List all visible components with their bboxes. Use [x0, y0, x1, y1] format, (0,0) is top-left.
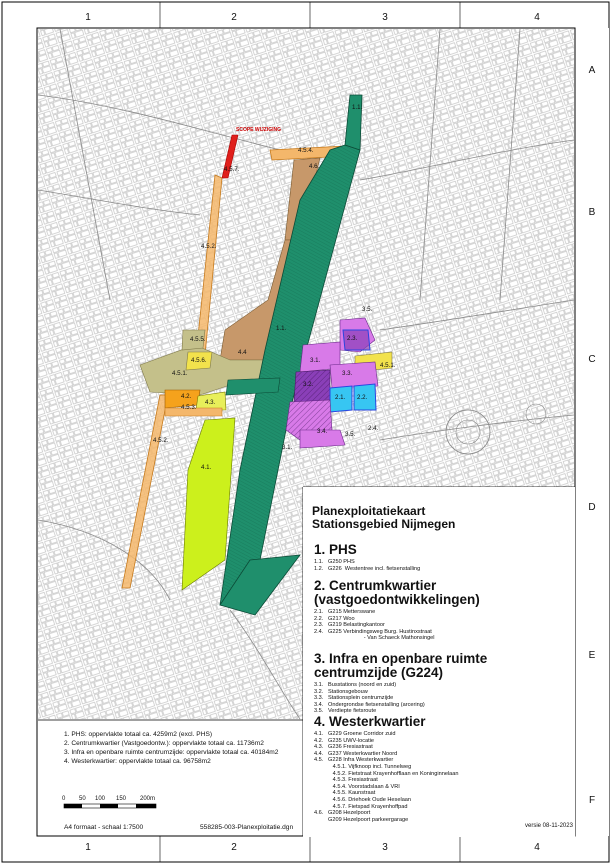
legend-item: 4.4. G237 Westerkwartier Noord [314, 750, 398, 757]
legend-item: 4.5.4. Voorstadslaan & VRI [328, 783, 400, 790]
legend-item: 4.5. G228 Infra Westerkwartier [314, 757, 394, 764]
legend-section-infra [314, 652, 574, 715]
legend-item: 4.5.6. Driehoek Oude Heselaan [328, 796, 412, 803]
map-label: 4.5.2. [201, 243, 217, 250]
legend-item: 4.5.5. Kaunstraat [328, 790, 376, 797]
legend-item: - Van Schaeck Mathonsingel [328, 635, 435, 642]
map-label: 4.6. [309, 163, 320, 170]
map-label: 4.5.2. [153, 437, 169, 444]
grid-col-label: 2 [231, 842, 237, 853]
grid-row-label: D [588, 502, 596, 513]
scale-tick: 0 [62, 796, 66, 802]
legend-item: 1.2. G226 Westentree incl. fietsenstalling [314, 565, 421, 572]
legend-section-phs [314, 543, 574, 572]
grid-col-label: 1 [85, 842, 91, 853]
scale-tick: 50 [79, 796, 86, 802]
version-label: versie 08-11-2023 [525, 823, 573, 829]
map-label: 2.1. [335, 394, 346, 401]
format-label: A4 formaat - schaal 1:7500 [64, 824, 144, 831]
map-label: 2.4. [368, 425, 379, 432]
legend-item: 4.5.2. Fietstraat Krayenhofflaan en Koninginnelaan [328, 770, 459, 777]
legend-item: 4.6. G208 Hezelpoort [314, 810, 371, 817]
scale-tick: 200m [140, 796, 156, 802]
area-summary: 1. PHS: oppervlakte totaal ca. 4259m2 (excl. PHS) 2. Centrumkwartier (Vastgoedontw.): oppervlakte totaal ca. 11736m2 3. Infra en openbare ruimte centrumzijde: oppervlakte totaal ca. 40184m2 4. Westerkwartier: oppervlakte totaal ca. 96758m2 [64, 731, 279, 765]
legend-section-centrumkwartier [314, 579, 574, 642]
map-label: 4.5.7. [224, 166, 240, 173]
grid-row-label: B [588, 207, 596, 218]
grid-col-label: 3 [382, 842, 388, 853]
grid-row-label: E [588, 650, 596, 661]
file-label: 558285-003-Planexploitatie.dgn [200, 824, 294, 831]
map-label: 4.5.3. [181, 404, 197, 411]
map-label: 4.5.6. [191, 357, 207, 364]
legend-item: 3.1. Busstations (noord en zuid) [314, 682, 397, 688]
legend-item: 4.5.7. Fietspad Krayenhoffpad [328, 803, 408, 810]
scale-tick: 150 [116, 796, 127, 802]
map-label: 3.2. [303, 381, 314, 388]
scope-label: SCOPE WIJZIGING [236, 127, 282, 133]
map-label: 4.3. [205, 399, 216, 406]
map-label: 2.3. [347, 335, 358, 342]
legend-item: 2.1. G215 Metterswane [314, 609, 376, 615]
legend-item: 4.5.3. Fresiastraat [328, 777, 378, 784]
legend-panel [303, 487, 575, 837]
grid-col-label: 2 [231, 12, 237, 23]
grid-col-label: 4 [534, 12, 540, 23]
map-label: 4.2. [181, 393, 192, 400]
map-label: 4.5.1. [380, 362, 396, 369]
legend-item: 2.4. G225 Verbindingsweg Burg. Hustinxstraat [314, 628, 432, 635]
scale-bar [64, 804, 156, 808]
map-label: 3.5. [345, 431, 356, 438]
map-label: 4.1. [201, 464, 212, 471]
map-label: 3.4. [317, 428, 328, 435]
legend-title: Planexploitatiekaart Stationsgebied Nijmegen [312, 504, 456, 531]
legend-item: 2.2. G217 Woo [314, 615, 355, 622]
legend-section-heading: 4. Westerkwartier [314, 714, 426, 729]
grid-row-label: A [588, 65, 596, 76]
legend-item: 4.5.1. Vijfknoop incl. Tunnelweg [328, 763, 412, 770]
legend-section-heading: 3. Infra en openbare ruimte centrumzijde (G224) [314, 651, 488, 680]
map-label: 1.1. [276, 325, 287, 332]
legend-item: 4.1. G229 Groene Corridor zuid [314, 731, 396, 737]
map-label: 3.5. [362, 306, 373, 313]
legend-section-westerkwartier [314, 715, 574, 823]
legend-item: 3.3. Stationsplein centrumzijde [314, 695, 394, 702]
grid-row-label: F [588, 795, 596, 806]
map-label: 3.3. [342, 370, 353, 377]
map-label: 4.5.5. [190, 336, 206, 343]
grid-col-label: 3 [382, 12, 388, 23]
legend-item: 3.4. Ondergrondse fietsenstalling (arcering) [314, 701, 425, 708]
map-label: 1.1. [352, 104, 363, 111]
map-label: 3.1. [282, 444, 293, 451]
area-1-2-westentree [226, 378, 280, 395]
legend-section-heading: 2. Centrumkwartier (vastgoedontwikkelingen) [314, 578, 480, 607]
scale-tick: 100 [95, 796, 106, 802]
map-label: 3.1. [310, 357, 321, 364]
legend-item: G209 Hezelpoort parkeergarage [328, 816, 409, 823]
legend-item: 2.3. G219 Belastingkantoor [314, 622, 385, 629]
grid-row-label: C [588, 354, 596, 365]
map-label: 4.5.4. [298, 147, 314, 154]
legend-item: 4.2. G235 UWV-locatie [314, 737, 375, 744]
map-label: 4.5.1. [172, 370, 188, 377]
legend-item: 4.3. G236 Fresiastraat [314, 744, 373, 751]
legend-item: 3.2. Stationsgebouw [314, 688, 368, 695]
legend-section-heading: 1. PHS [314, 542, 357, 557]
map-label: 4.4 [238, 349, 247, 356]
grid-col-label: 4 [534, 842, 540, 853]
legend-item: 3.5. Verdiepte fietsroute [314, 708, 377, 715]
map-label: 2.2. [357, 394, 368, 401]
legend-item: 1.1. G250 PHS [314, 559, 355, 565]
grid-col-label: 1 [85, 12, 91, 23]
